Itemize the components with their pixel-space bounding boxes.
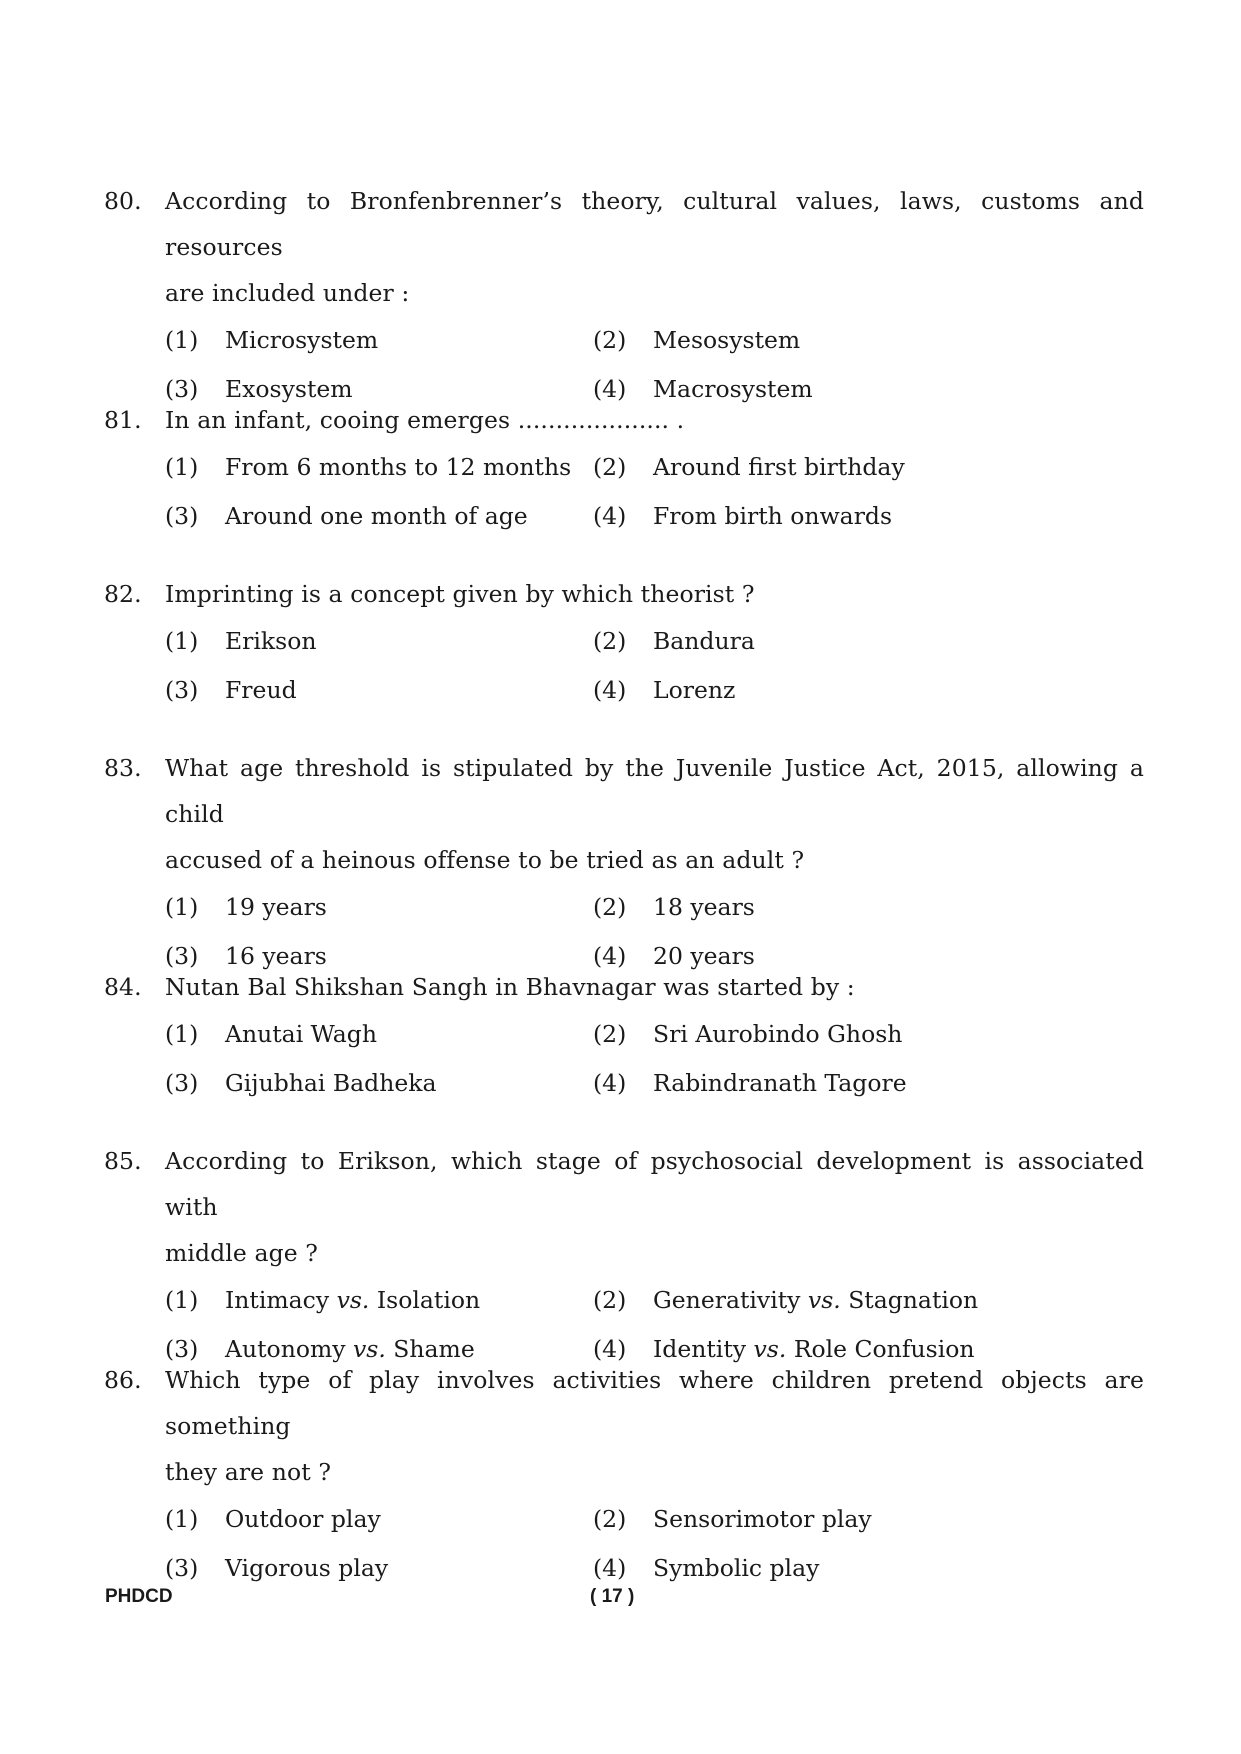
option-2: (2) Sri Aurobindo Ghosh — [593, 1020, 903, 1048]
question-line: According to Erikson, which stage of psychosocial development is associated with — [165, 1147, 1144, 1221]
option-2: (2) Bandura — [593, 627, 755, 655]
option-4: (4) Identity vs. Role Confusion — [593, 1335, 975, 1363]
paper-code: PHDCD — [105, 1586, 173, 1607]
question-line: In an infant, cooing emerges .................... . — [165, 406, 685, 434]
option-2: (2) Sensorimotor play — [593, 1505, 872, 1533]
options — [165, 1020, 1144, 1118]
option-2: (2) 18 years — [593, 893, 755, 921]
question-text — [165, 571, 1144, 617]
question-text — [165, 397, 1144, 443]
question-line: Nutan Bal Shikshan Sangh in Bhavnagar was started by : — [165, 973, 855, 1001]
option-1: (1) 19 years — [165, 893, 327, 921]
option-4: (4) Lorenz — [593, 676, 736, 704]
question-84 — [104, 964, 1144, 1118]
question-line: they are not ? — [165, 1458, 332, 1486]
option-4: (4) Rabindranath Tagore — [593, 1069, 907, 1097]
question-86 — [104, 1357, 1144, 1603]
option-2: (2) Generativity vs. Stagnation — [593, 1286, 979, 1314]
question-line: are included under : — [165, 279, 410, 307]
options — [165, 453, 1144, 551]
option-4: (4) 20 years — [593, 942, 755, 970]
question-81 — [104, 397, 1144, 551]
question-85 — [104, 1138, 1144, 1384]
option-3: (3) 16 years — [165, 942, 327, 970]
question-line: According to Bronfenbrenner’s theory, cultural values, laws, customs and resources — [165, 187, 1144, 261]
option-3: (3) Freud — [165, 676, 297, 704]
question-number: 81. — [104, 406, 142, 434]
question-80 — [104, 178, 1144, 424]
option-4: (4) Macrosystem — [593, 375, 813, 403]
question-text — [165, 1138, 1144, 1276]
question-line: middle age ? — [165, 1239, 319, 1267]
question-line: Which type of play involves activities where children pretend objects are something — [165, 1366, 1144, 1440]
option-1: (1) Outdoor play — [165, 1505, 381, 1533]
question-number: 82. — [104, 580, 142, 608]
question-text — [165, 178, 1144, 316]
option-4: (4) From birth onwards — [593, 502, 893, 530]
option-3: (3) Gijubhai Badheka — [165, 1069, 437, 1097]
options — [165, 1505, 1144, 1603]
question-text — [165, 745, 1144, 883]
option-4: (4) Symbolic play — [593, 1554, 820, 1582]
option-1: (1) From 6 months to 12 months — [165, 453, 572, 481]
option-3: (3) Autonomy vs. Shame — [165, 1335, 475, 1363]
option-3: (3) Exosystem — [165, 375, 353, 403]
question-number: 80. — [104, 187, 142, 215]
question-line: What age threshold is stipulated by the Juvenile Justice Act, 2015, allowing a child — [165, 754, 1144, 828]
question-83 — [104, 745, 1144, 991]
question-line: accused of a heinous offense to be tried as an adult ? — [165, 846, 805, 874]
option-1: (1) Anutai Wagh — [165, 1020, 377, 1048]
options — [165, 627, 1144, 725]
question-line: Imprinting is a concept given by which theorist ? — [165, 580, 755, 608]
question-82 — [104, 571, 1144, 725]
option-1: (1) Intimacy vs. Isolation — [165, 1286, 481, 1314]
question-number: 86. — [104, 1366, 142, 1394]
option-3: (3) Around one month of age — [165, 502, 528, 530]
question-text — [165, 1357, 1144, 1495]
option-2: (2) Around first birthday — [593, 453, 905, 481]
question-number: 83. — [104, 754, 142, 782]
page-number: ( 17 ) — [590, 1586, 635, 1607]
question-text — [165, 964, 1144, 1010]
option-1: (1) Erikson — [165, 627, 317, 655]
question-number: 85. — [104, 1147, 142, 1175]
option-3: (3) Vigorous play — [165, 1554, 389, 1582]
question-number: 84. — [104, 973, 142, 1001]
option-2: (2) Mesosystem — [593, 326, 801, 354]
option-1: (1) Microsystem — [165, 326, 379, 354]
